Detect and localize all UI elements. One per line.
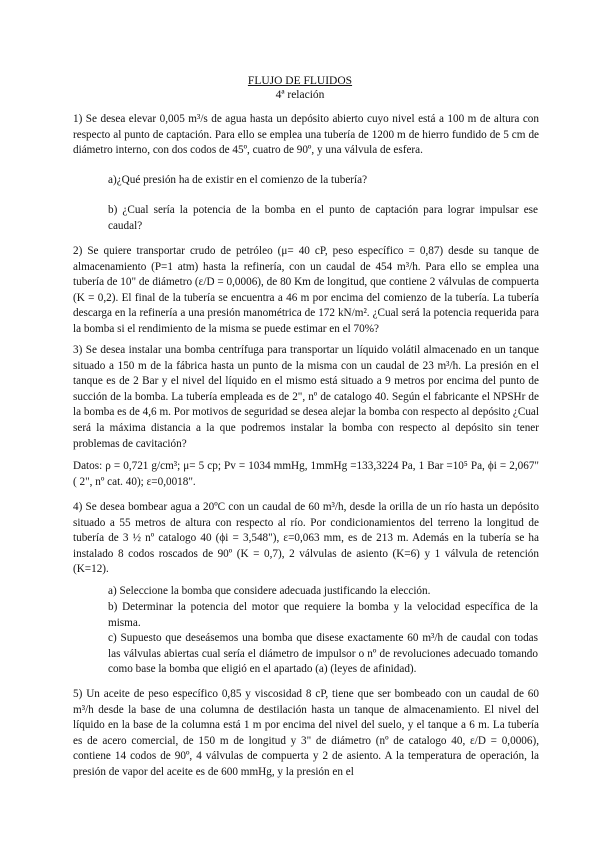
document-subtitle: 4ª relación — [275, 89, 325, 101]
problem-4-statement: 4) Se desea bombear agua a 20ºC con un caudal de 60 m³/h, desde la orilla de un río hasta un depósito situado a 55 metros de altura con respecto al río. Por condicionamientos del terreno la longitud de tubería de 3 ½ nº catalogo 40 (ϕi = 3,548"), ε=0,063 mm, es de 213 m. Además en la tubería se ha instalado 8 codos roscados de 90º (K = 0,7), 2 válvulas de asiento (K=6) y 1 válvula de retención (K=12). — [73, 501, 539, 576]
problem-1-question-b: b) ¿Cual sería la potencia de la bomba en el punto de captación para lograr impulsar ese caudal? — [108, 204, 538, 232]
problem-1-question-a: a)¿Qué presión ha de existir en el comienzo de la tubería? — [108, 174, 368, 186]
problem-1-statement: 1) Se desea elevar 0,005 m³/s de agua hasta un depósito abierto cuyo nivel está a 100 m de altura con respecto al punto de captación. Para ello se emplea una tubería de 1200 m de hierro fundido de 5 cm de diámetro interno, con dos codos de 45º, cuatro de 90º, y una válvula de esfera. — [73, 113, 539, 157]
document-header — [0, 74, 600, 102]
problem-4-question-c: c) Supuesto que deseásemos una bomba que disese exactamente 60 m³/h de caudal con todas las válvulas abiertas cual sería el diámetro de impulsor o nº de revoluciones adecuado tomando como base la bomba que eligió en el apartado (a) (leyes de afinidad). — [108, 632, 538, 676]
problem-2-statement: 2) Se quiere transportar crudo de petróleo (μ= 40 cP, peso específico = 0,87) desde su tanque de almacenamiento (P=1 atm) hasta la refinería, con un caudal de 454 m³/h. Para ello se emplea una tubería de 10" de diámetro (ε/D = 0,0006), de 80 Km de longitud, que contiene 2 válvulas de compuerta (K = 0,2). El final de la tubería se encuentra a 46 m por encima del comienzo de la tubería. La tubería descarga en la refinería a una presión manométrica de 172 kN/m². ¿Cual será la potencia requerida para la bomba si el rendimiento de la misma se puede estimar en el 70%? — [73, 245, 539, 335]
problem-5-statement: 5) Un aceite de peso específico 0,85 y viscosidad 8 cP, tiene que ser bombeado con un caudal de 60 m³/h desde la base de una columna de destilación hasta un tanque de almacenamiento. El nivel del líquido en la base de la columna está 1 m por encima del nivel del suelo, y el tanque a 6 m. La tubería es de acero comercial, de 150 m de longitud y 3" de diámetro (nº de catalogo 40, ε/D = 0,0006), contiene 14 codos de 90º, 4 válvulas de compuerta y 2 de asiento. A la temperatura de operación, la presión de vapor del aceite es de 600 mmHg, y la presión en el — [73, 688, 539, 778]
problem-4-question-b: b) Determinar la potencia del motor que requiere la bomba y la velocidad específica de la misma. — [108, 601, 538, 629]
document-title: FLUJO DE FLUIDOS — [247, 75, 353, 87]
problem-3-statement: 3) Se desea instalar una bomba centrífuga para transportar un líquido volátil almacenado en un tanque situado a 150 m de la fábrica hasta un punto de la misma con un caudal de 23 m³/h. La presión en el tanque es de 2 Bar y el nivel del líquido en el mismo está situado a 9 metros por encima del punto de succión de la bomba. La tubería empleada es de 2", nº de catalogo 40. Según el fabricante el NPSHr de la bomba es de 4,6 m. Por motivos de seguridad se desea alejar la bomba con respecto al depósito ¿Cual será la máxima distancia a la que podremos instalar la bomba con respecto al depósito sin tener problemas de cavitación? — [73, 344, 539, 450]
problem-4-question-a: a) Seleccione la bomba que considere adecuada justificando la elección. — [108, 585, 431, 597]
problem-3-data: Datos: ρ = 0,721 g/cm³; μ= 5 cp; Pv = 1034 mmHg, 1mmHg =133,3224 Pa, 1 Bar =10⁵ Pa, ϕi = 2,067" ( 2", nº cat. 40); ε=0,0018". — [73, 460, 539, 488]
